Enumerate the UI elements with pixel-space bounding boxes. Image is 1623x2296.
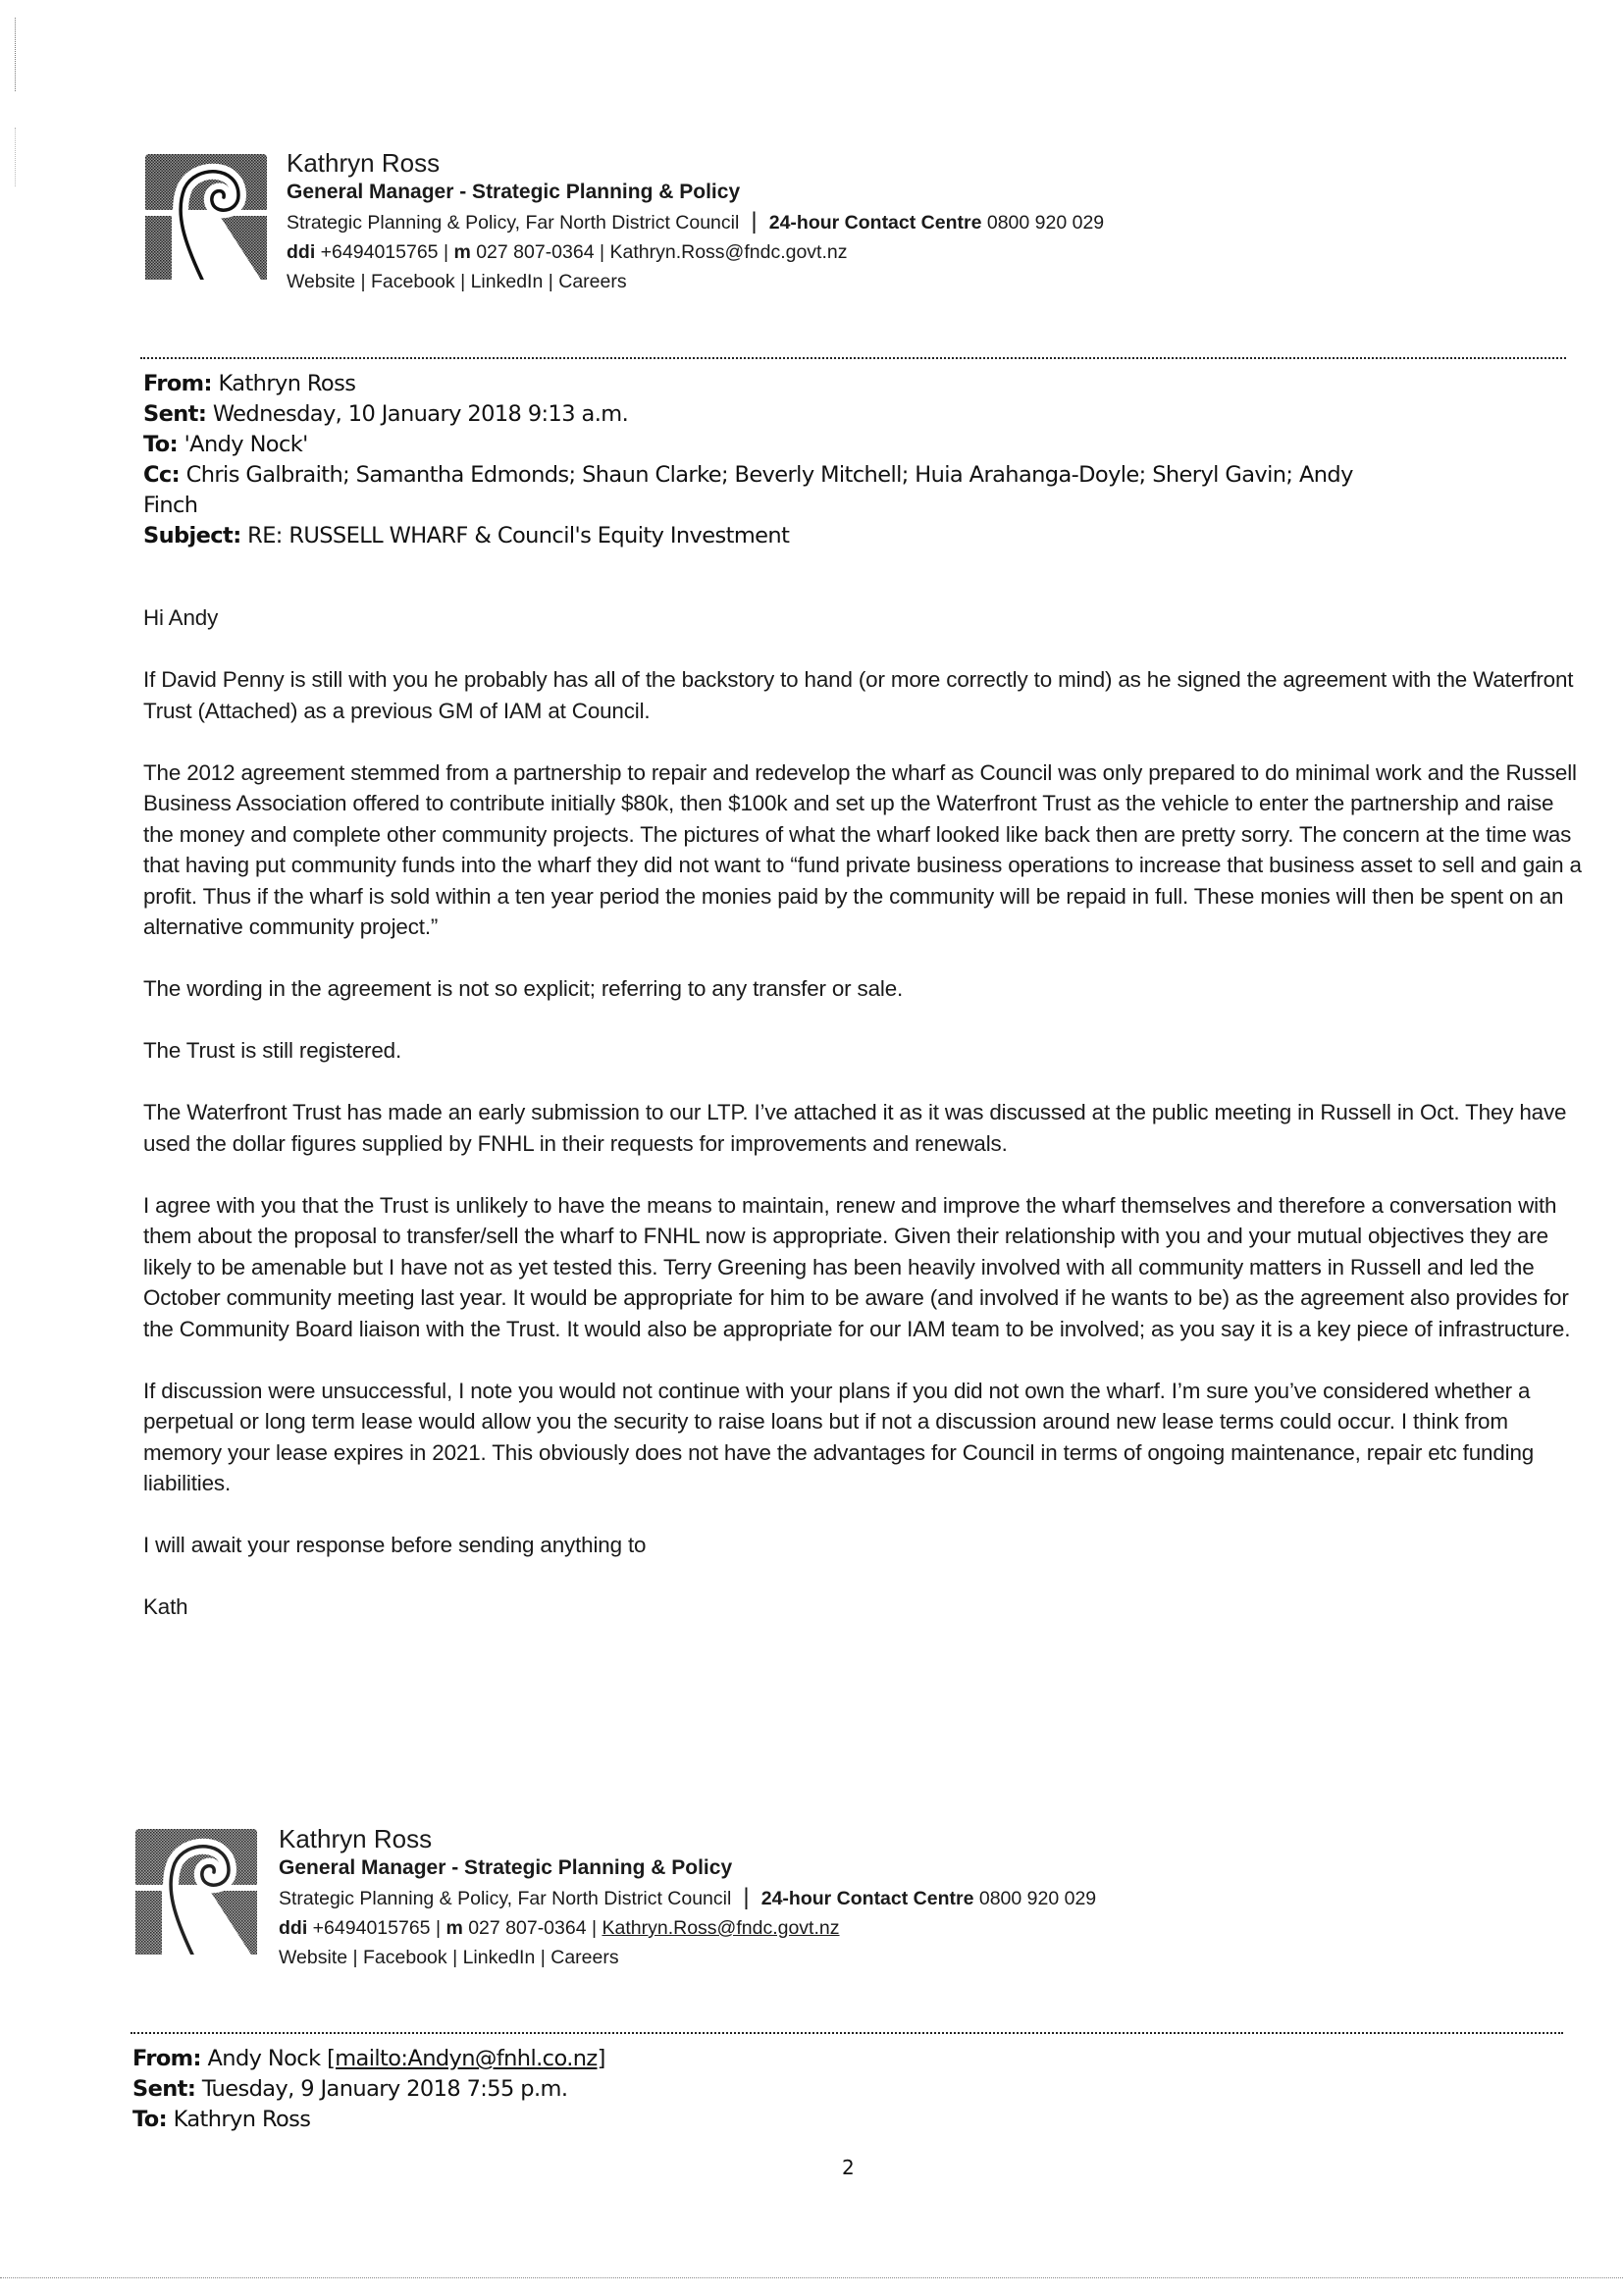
linkedin-link[interactable]: LinkedIn [470, 271, 544, 292]
body-paragraph: The Trust is still registered. [143, 1038, 402, 1063]
separator: | [592, 1917, 598, 1939]
from-value: Andy Nock [207, 2046, 321, 2071]
body-paragraph: I agree with you that the Trust is unlikely to have the means to maintain, renew and improve the wharf themselves and therefore a conversation with them about the proposal to transfer/sell the wharf to FNHL now is appropriate. Given their relationship with you and your mutual objectives they are likely to be amenable but I have not as yet tested this. Terry Greening has been heavily involved with all community matters in Russell and led the October community meeting last year. It would be appropriate for him to be aware (and involved if he wants to be) as the agreement also provides for the Community Board liaison with the Trust. It would also be appropriate for our IAM team to be involved; as you say it is a key piece of infrastructure. [143, 1192, 1571, 1341]
scan-margin-marks [15, 18, 16, 91]
ddi-label: ddi [279, 1917, 308, 1939]
sent-value: Wednesday, 10 January 2018 9:13 a.m. [212, 401, 629, 427]
signature-name: Kathryn Ross [279, 1824, 433, 1853]
subject-value: RE: RUSSELL WHARF & Council's Equity Investment [247, 523, 790, 548]
separator: | [600, 241, 605, 263]
careers-link[interactable]: Careers [558, 271, 627, 292]
separator: | [744, 208, 764, 235]
to-label: To: [132, 2107, 168, 2132]
contact-centre-label: 24-hour Contact Centre [768, 212, 982, 234]
signature-email-link[interactable]: Kathryn.Ross@fndc.govt.nz [609, 241, 848, 263]
signature-email-link[interactable]: Kathryn.Ross@fndc.govt.nz [602, 1917, 840, 1939]
signature-org: Strategic Planning & Policy, Far North District Council [279, 1888, 732, 1909]
separator: | [460, 271, 466, 292]
signature-org-line [279, 1883, 1096, 1913]
subject-row [143, 521, 1353, 551]
signature-contact-line [279, 1913, 1096, 1943]
from-label: From: [132, 2046, 201, 2071]
from-value: Kathryn Ross [218, 371, 356, 396]
from-label: From: [143, 371, 212, 396]
to-value: Kathryn Ross [173, 2107, 311, 2132]
signature-links [279, 1943, 1096, 1972]
sent-value: Tuesday, 9 January 2018 7:55 p.m. [201, 2076, 568, 2102]
from-row [132, 2044, 605, 2074]
ddi-number: +6494015765 [320, 241, 439, 263]
signature-contact-line [287, 237, 1104, 267]
from-row [143, 369, 1353, 399]
fndc-logo-icon [145, 154, 267, 280]
separator: | [452, 1947, 458, 1968]
body-paragraph: If David Penny is still with you he probably has all of the backstory to hand (or more correctly to mind) as he signed the agreement with the Waterfront Trust (Attached) as a previous GM of IAM at Council. [143, 667, 1574, 723]
to-row [143, 430, 1353, 460]
fndc-logo-icon [135, 1829, 257, 1955]
separator: | [736, 1884, 757, 1910]
email-body [143, 602, 1586, 1653]
mobile-label: m [445, 1917, 463, 1939]
sent-row [132, 2074, 605, 2105]
mobile-label: m [453, 241, 471, 263]
signature-title: General Manager - Strategic Planning & Policy [279, 1856, 733, 1879]
cc-label: Cc: [143, 462, 181, 488]
cc-row-continued: Finch [143, 493, 198, 518]
signature-links [287, 267, 1104, 296]
signature-org: Strategic Planning & Policy, Far North District Council [287, 212, 740, 234]
scan-margin-marks [15, 128, 16, 186]
cc-row [143, 460, 1353, 491]
website-link[interactable]: Website [279, 1947, 348, 1968]
signature-title: General Manager - Strategic Planning & Policy [287, 181, 741, 203]
facebook-link[interactable]: Facebook [363, 1947, 447, 1968]
sent-row [143, 399, 1353, 430]
to-row [132, 2105, 605, 2135]
mailto-link[interactable]: [mailto:Andyn@fnhl.co.nz] [327, 2046, 605, 2071]
separator: | [548, 271, 553, 292]
message-separator [140, 357, 1566, 359]
to-value: 'Andy Nock' [183, 432, 308, 457]
signature-block [287, 148, 1104, 296]
ddi-number: +6494015765 [312, 1917, 431, 1939]
greeting: Hi Andy [143, 605, 219, 630]
separator: | [443, 241, 449, 263]
website-link[interactable]: Website [287, 271, 356, 292]
body-paragraph: The 2012 agreement stemmed from a partnership to repair and redevelop the wharf as Council was only prepared to do minimal work and the Russell Business Association offered to contribute initially $80k, then $100k and set up the Waterfront Trust as the vehicle to enter the partnership and raise the money and complete other community projects. The pictures of what the wharf looked like back then are pretty sorry. The concern at the time was that having put community funds into the wharf they did not want to “fund private business operations to increase that business asset to sell and gain a profit. Thus if the wharf is sold within a ten year period the monies paid by the community will be repaid in full. These monies will then be spent on an alternative community project.” [143, 759, 1582, 939]
contact-centre-number: 0800 920 029 [978, 1888, 1097, 1909]
ddi-label: ddi [287, 241, 316, 263]
page-number: 2 [842, 2156, 855, 2179]
sent-label: Sent: [143, 401, 207, 427]
scan-bottom-edge [0, 2277, 1623, 2278]
separator: | [435, 1917, 442, 1939]
mobile-number: 027 807-0364 [468, 1917, 587, 1939]
contact-centre-number: 0800 920 029 [986, 212, 1105, 234]
careers-link[interactable]: Careers [550, 1947, 619, 1968]
cc-value: Chris Galbraith; Samantha Edmonds; Shaun Clarke; Beverly Mitchell; Huia Arahanga-Doyle; Sheryl Gavin; Andy [185, 462, 1353, 488]
email-header [132, 2044, 605, 2135]
body-paragraph: The wording in the agreement is not so explicit; referring to any transfer or sale. [143, 976, 904, 1001]
body-paragraph: The Waterfront Trust has made an early submission to our LTP. I’ve attached it as it was discussed at the public meeting in Russell in Oct. They have used the dollar figures supplied by FNHL in their requests for improvements and renewals. [143, 1100, 1567, 1156]
signature-block [279, 1824, 1096, 1972]
message-separator [131, 2032, 1563, 2034]
body-paragraph: If discussion were unsuccessful, I note you would not continue with your plans if you did not own the wharf. I’m sure you’ve considered whether a perpetual or long term lease would allow you the security to raise loans but if not a discussion around new lease terms could occur. I think from memory your lease expires in 2021. This obviously does not have the advantages for Council in terms of ongoing maintenance, repair etc funding liabilities. [143, 1378, 1535, 1495]
linkedin-link[interactable]: LinkedIn [462, 1947, 536, 1968]
separator: | [352, 1947, 358, 1968]
signoff: Kath [143, 1594, 188, 1619]
sent-label: Sent: [132, 2076, 196, 2102]
separator: | [540, 1947, 546, 1968]
signature-org-line [287, 207, 1104, 237]
contact-centre-label: 24-hour Contact Centre [760, 1888, 974, 1909]
signature-name: Kathryn Ross [287, 148, 441, 178]
to-label: To: [143, 432, 179, 457]
subject-label: Subject: [143, 523, 241, 548]
separator: | [360, 271, 366, 292]
email-header [143, 369, 1353, 551]
facebook-link[interactable]: Facebook [371, 271, 455, 292]
body-paragraph: I will await your response before sending anything to [143, 1533, 647, 1557]
mobile-number: 027 807-0364 [476, 241, 595, 263]
